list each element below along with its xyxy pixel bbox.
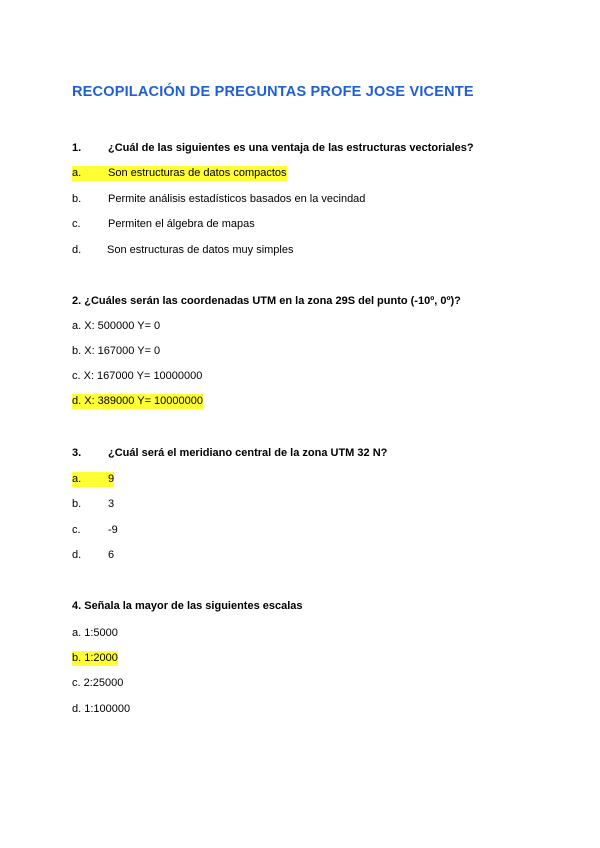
question-4-option-d: d. 1:100000 <box>72 703 131 715</box>
question-1-option-c: c. Permiten el álgebra de mapas <box>72 218 255 230</box>
question-2: 2. ¿Cuáles serán las coordenadas UTM en la zona 29S del punto (-10º, 0º)? <box>72 295 461 307</box>
question-3-text: ¿Cuál será el meridiano central de la zona UTM 32 N? <box>108 447 388 459</box>
document-title: RECOPILACIÓN DE PREGUNTAS PROFE JOSE VICENTE <box>72 84 474 100</box>
question-1-number: 1. <box>72 142 82 154</box>
question-1-option-a: a. Son estructuras de datos compactos <box>72 167 287 179</box>
question-3-option-d: d. 6 <box>72 549 115 561</box>
question-4: 4. Señala la mayor de las siguientes escalas <box>72 600 303 612</box>
question-2-option-d: d. X: 389000 Y= 10000000 <box>72 395 204 407</box>
question-1-option-b: b. Permite análisis estadísticos basados en la vecindad <box>72 193 366 205</box>
question-3 <box>72 447 387 459</box>
question-3-option-c: c. -9 <box>72 524 118 536</box>
question-2-option-b: b. X: 167000 Y= 0 <box>72 345 161 357</box>
question-3-number: 3. <box>72 447 82 459</box>
question-3-option-a: a. 9 <box>72 473 115 485</box>
question-4-option-b: b. 1:2000 <box>72 652 118 664</box>
question-3-option-b: b. 3 <box>72 498 115 510</box>
question-1 <box>72 142 474 154</box>
question-1-text: ¿Cuál de las siguientes es una ventaja de las estructuras vectoriales? <box>108 142 474 154</box>
question-1-option-d: d. Son estructuras de datos muy simples <box>72 244 294 256</box>
question-2-option-c: c. X: 167000 Y= 10000000 <box>72 370 203 382</box>
question-4-option-a: a. 1:5000 <box>72 627 118 639</box>
question-4-option-c: c. 2:25000 <box>72 677 124 689</box>
question-2-option-a: a. X: 500000 Y= 0 <box>72 320 161 332</box>
